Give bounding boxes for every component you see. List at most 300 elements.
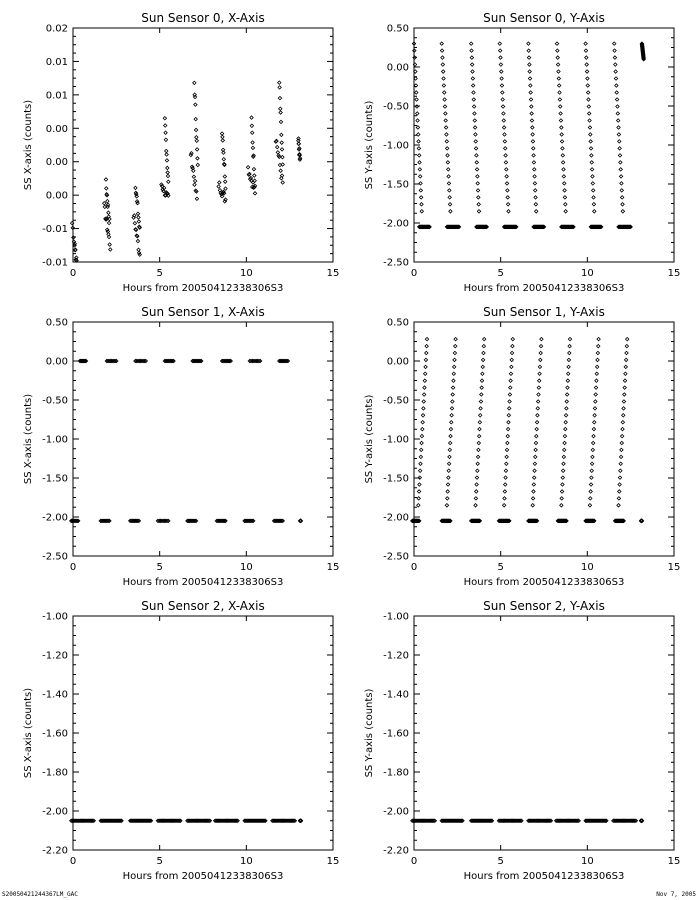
data-point bbox=[561, 476, 564, 479]
data-point bbox=[563, 182, 566, 185]
data-point bbox=[534, 441, 537, 444]
data-point bbox=[505, 175, 508, 178]
data-point bbox=[250, 116, 253, 119]
data-point bbox=[616, 105, 619, 108]
data-point bbox=[590, 476, 593, 479]
data-point bbox=[531, 504, 534, 507]
data-point bbox=[421, 427, 424, 430]
data-point bbox=[222, 158, 225, 161]
data-point bbox=[498, 49, 501, 52]
data-point bbox=[530, 105, 533, 108]
data-point bbox=[595, 365, 598, 368]
data-point bbox=[615, 91, 618, 94]
x-tick-label: 5 bbox=[156, 268, 163, 279]
y-tick-label: -1.00 bbox=[42, 611, 68, 623]
data-point bbox=[617, 126, 620, 129]
data-point bbox=[502, 126, 505, 129]
data-point bbox=[441, 70, 444, 73]
data-point bbox=[597, 344, 600, 347]
data-point bbox=[616, 119, 619, 122]
data-point bbox=[556, 49, 559, 52]
data-point bbox=[471, 70, 474, 73]
data-point bbox=[137, 248, 140, 251]
data-point bbox=[622, 414, 625, 417]
data-point bbox=[509, 372, 512, 375]
data-point bbox=[420, 434, 423, 437]
data-point bbox=[534, 448, 537, 451]
data-point bbox=[529, 84, 532, 87]
data-point bbox=[103, 202, 106, 205]
data-point bbox=[511, 337, 514, 340]
data-point bbox=[507, 407, 510, 410]
data-point bbox=[503, 497, 506, 500]
data-point bbox=[479, 407, 482, 410]
data-point bbox=[588, 126, 591, 129]
data-point bbox=[507, 421, 510, 424]
data-point bbox=[224, 187, 227, 190]
x-tick-label: 5 bbox=[156, 856, 163, 867]
footer-filename: S20050421244367LM_GAC bbox=[2, 891, 78, 898]
data-point bbox=[418, 483, 421, 486]
data-point bbox=[419, 196, 422, 199]
data-point bbox=[567, 365, 570, 368]
data-point bbox=[475, 168, 478, 171]
data-point bbox=[504, 154, 507, 157]
data-point bbox=[165, 149, 168, 152]
data-point bbox=[564, 210, 567, 213]
data-point bbox=[471, 77, 474, 80]
data-point bbox=[470, 63, 473, 66]
data-point bbox=[622, 407, 625, 410]
data-point bbox=[479, 414, 482, 417]
footer-date: Nov 7, 2005 bbox=[656, 891, 696, 898]
data-point bbox=[566, 386, 569, 389]
y-tick-label: 0.02 bbox=[45, 23, 68, 35]
chart-title: Sun Sensor 1, X-Axis bbox=[141, 305, 265, 319]
data-point bbox=[192, 175, 195, 178]
data-point bbox=[620, 196, 623, 199]
data-point bbox=[510, 351, 513, 354]
data-point bbox=[501, 91, 504, 94]
data-point bbox=[445, 504, 448, 507]
data-point bbox=[535, 427, 538, 430]
data-point bbox=[193, 81, 196, 84]
data-point bbox=[618, 490, 621, 493]
y-tick-label: 0.00 bbox=[45, 157, 68, 169]
data-point bbox=[559, 119, 562, 122]
data-point bbox=[511, 344, 514, 347]
x-tick-label: 15 bbox=[667, 268, 681, 279]
data-point bbox=[586, 77, 589, 80]
data-point bbox=[618, 147, 621, 150]
data-point bbox=[475, 476, 478, 479]
data-point bbox=[420, 210, 423, 213]
data-point bbox=[560, 504, 563, 507]
x-tick-label: 5 bbox=[497, 562, 504, 573]
data-point bbox=[444, 126, 447, 129]
data-point bbox=[558, 91, 561, 94]
data-point bbox=[586, 91, 589, 94]
data-point bbox=[279, 120, 282, 123]
y-tick-label: -0.50 bbox=[383, 395, 409, 407]
data-point bbox=[508, 400, 511, 403]
data-point bbox=[105, 187, 108, 190]
data-point bbox=[532, 483, 535, 486]
data-point bbox=[568, 337, 571, 340]
data-point bbox=[417, 504, 420, 507]
data-point bbox=[502, 112, 505, 115]
data-point bbox=[620, 441, 623, 444]
data-point bbox=[195, 139, 198, 142]
data-point bbox=[501, 98, 504, 101]
x-tick-label: 5 bbox=[497, 268, 504, 279]
y-axis-label: SS Y-axis (counts) bbox=[364, 688, 375, 778]
x-tick-label: 0 bbox=[69, 562, 77, 573]
data-point bbox=[562, 455, 565, 458]
data-point bbox=[589, 490, 592, 493]
data-point bbox=[499, 56, 502, 59]
data-point bbox=[559, 105, 562, 108]
data-point bbox=[425, 344, 428, 347]
y-tick-label: -1.00 bbox=[42, 434, 68, 446]
data-point bbox=[503, 490, 506, 493]
data-point bbox=[596, 351, 599, 354]
y-tick-label: -2.00 bbox=[383, 512, 409, 524]
chart-title: Sun Sensor 2, X-Axis bbox=[141, 599, 265, 613]
data-point bbox=[589, 147, 592, 150]
data-point bbox=[417, 133, 420, 136]
data-point bbox=[563, 434, 566, 437]
data-point bbox=[509, 379, 512, 382]
data-point bbox=[137, 216, 140, 219]
y-tick-label: -0.50 bbox=[42, 395, 68, 407]
data-point bbox=[476, 455, 479, 458]
data-point bbox=[441, 56, 444, 59]
y-tick-label: -2.50 bbox=[383, 257, 409, 269]
data-point bbox=[625, 344, 628, 347]
data-point bbox=[508, 393, 511, 396]
data-point bbox=[533, 182, 536, 185]
data-point bbox=[448, 455, 451, 458]
data-point bbox=[136, 212, 139, 215]
data-point bbox=[529, 98, 532, 101]
data-point bbox=[531, 126, 534, 129]
data-point bbox=[509, 386, 512, 389]
data-point bbox=[617, 497, 620, 500]
y-axis-label: SS Y-axis (counts) bbox=[364, 394, 375, 484]
data-point bbox=[534, 189, 537, 192]
data-point bbox=[532, 490, 535, 493]
y-tick-label: -2.50 bbox=[383, 551, 409, 563]
data-point bbox=[585, 70, 588, 73]
data-point bbox=[475, 483, 478, 486]
data-point bbox=[278, 81, 281, 84]
data-point bbox=[532, 161, 535, 164]
data-point bbox=[133, 222, 136, 225]
y-axis-label: SS X-axis (counts) bbox=[23, 687, 34, 779]
data-point bbox=[415, 98, 418, 101]
data-point bbox=[535, 421, 538, 424]
data-point bbox=[617, 504, 620, 507]
data-point bbox=[477, 203, 480, 206]
data-point bbox=[449, 427, 452, 430]
data-point bbox=[615, 98, 618, 101]
data-point bbox=[478, 421, 481, 424]
data-point bbox=[450, 414, 453, 417]
data-point bbox=[416, 112, 419, 115]
data-point bbox=[476, 462, 479, 465]
y-tick-label: -2.00 bbox=[383, 806, 409, 818]
data-point bbox=[164, 131, 167, 134]
data-point bbox=[619, 168, 622, 171]
data-point bbox=[470, 49, 473, 52]
data-point bbox=[588, 504, 591, 507]
data-point bbox=[425, 351, 428, 354]
data-point bbox=[556, 63, 559, 66]
data-point bbox=[442, 84, 445, 87]
data-point bbox=[134, 186, 137, 189]
data-point bbox=[474, 504, 477, 507]
data-point bbox=[592, 427, 595, 430]
data-point bbox=[424, 365, 427, 368]
data-point bbox=[502, 119, 505, 122]
data-point bbox=[620, 448, 623, 451]
data-point bbox=[447, 168, 450, 171]
x-tick-label: 5 bbox=[156, 562, 163, 573]
data-point bbox=[505, 168, 508, 171]
data-point bbox=[480, 386, 483, 389]
data-point bbox=[563, 196, 566, 199]
data-point bbox=[584, 42, 587, 45]
x-tick-label: 10 bbox=[239, 856, 253, 867]
y-tick-label: 0.00 bbox=[45, 123, 68, 135]
data-point bbox=[452, 365, 455, 368]
data-point bbox=[623, 386, 626, 389]
data-point bbox=[471, 84, 474, 87]
x-axis-label: Hours from 20050412338306S3 bbox=[463, 283, 625, 294]
data-point bbox=[621, 421, 624, 424]
data-point bbox=[109, 248, 112, 251]
data-point bbox=[534, 196, 537, 199]
data-point bbox=[505, 462, 508, 465]
data-point bbox=[568, 351, 571, 354]
data-point bbox=[594, 400, 597, 403]
data-point bbox=[504, 147, 507, 150]
data-point bbox=[443, 98, 446, 101]
data-point bbox=[562, 168, 565, 171]
data-point bbox=[505, 448, 508, 451]
data-point bbox=[595, 379, 598, 382]
data-point bbox=[107, 211, 110, 214]
data-point bbox=[451, 393, 454, 396]
data-point bbox=[505, 455, 508, 458]
data-point bbox=[621, 427, 624, 430]
data-point bbox=[592, 203, 595, 206]
data-point bbox=[472, 98, 475, 101]
y-tick-label: -0.01 bbox=[42, 257, 68, 269]
data-point bbox=[454, 337, 457, 340]
data-point bbox=[618, 476, 621, 479]
y-tick-label: -1.20 bbox=[42, 650, 68, 662]
data-point bbox=[506, 434, 509, 437]
data-point bbox=[165, 159, 168, 162]
x-tick-label: 10 bbox=[239, 562, 253, 573]
data-point bbox=[165, 153, 168, 156]
data-point bbox=[623, 379, 626, 382]
data-point bbox=[594, 386, 597, 389]
data-point bbox=[536, 414, 539, 417]
data-point bbox=[563, 441, 566, 444]
x-tick-label: 15 bbox=[326, 268, 340, 279]
data-point bbox=[447, 175, 450, 178]
data-point bbox=[500, 70, 503, 73]
data-point bbox=[621, 203, 624, 206]
data-point bbox=[476, 469, 479, 472]
data-point bbox=[195, 148, 198, 151]
data-point bbox=[441, 63, 444, 66]
data-point bbox=[504, 469, 507, 472]
data-point bbox=[561, 483, 564, 486]
data-point bbox=[447, 469, 450, 472]
data-point bbox=[222, 151, 225, 154]
data-point bbox=[450, 407, 453, 410]
data-point bbox=[557, 84, 560, 87]
data-point bbox=[530, 112, 533, 115]
data-point bbox=[440, 42, 443, 45]
data-point bbox=[279, 107, 282, 110]
data-point bbox=[450, 421, 453, 424]
data-point bbox=[507, 210, 510, 213]
data-point bbox=[481, 372, 484, 375]
data-point bbox=[591, 455, 594, 458]
data-point bbox=[418, 168, 421, 171]
data-point bbox=[473, 119, 476, 122]
y-tick-label: -2.50 bbox=[42, 551, 68, 563]
data-point bbox=[510, 365, 513, 368]
data-point bbox=[588, 119, 591, 122]
data-point bbox=[616, 112, 619, 115]
data-point bbox=[619, 175, 622, 178]
y-tick-label: -1.40 bbox=[42, 689, 68, 701]
data-point bbox=[449, 434, 452, 437]
data-point bbox=[474, 497, 477, 500]
data-point bbox=[590, 154, 593, 157]
data-point bbox=[593, 210, 596, 213]
data-point bbox=[589, 140, 592, 143]
data-point bbox=[417, 490, 420, 493]
data-point bbox=[593, 407, 596, 410]
data-point bbox=[536, 407, 539, 410]
data-point bbox=[451, 386, 454, 389]
y-tick-label: 0.00 bbox=[45, 190, 68, 202]
data-point bbox=[251, 131, 254, 134]
data-point bbox=[280, 133, 283, 136]
y-tick-label: -1.50 bbox=[42, 473, 68, 485]
data-point bbox=[442, 77, 445, 80]
data-point bbox=[539, 344, 542, 347]
data-point bbox=[476, 182, 479, 185]
data-point bbox=[446, 490, 449, 493]
data-point bbox=[560, 140, 563, 143]
data-point bbox=[504, 161, 507, 164]
data-point bbox=[528, 70, 531, 73]
data-point bbox=[506, 196, 509, 199]
data-point bbox=[475, 490, 478, 493]
data-point bbox=[246, 166, 249, 169]
chart-title: Sun Sensor 2, Y-Axis bbox=[483, 599, 605, 613]
data-point bbox=[619, 161, 622, 164]
data-point bbox=[617, 133, 620, 136]
data-point bbox=[626, 337, 629, 340]
data-point bbox=[253, 192, 256, 195]
data-point bbox=[585, 63, 588, 66]
data-point bbox=[584, 49, 587, 52]
x-tick-label: 0 bbox=[410, 562, 418, 573]
data-point bbox=[561, 154, 564, 157]
data-point bbox=[594, 393, 597, 396]
data-point bbox=[597, 337, 600, 340]
data-point bbox=[445, 140, 448, 143]
data-point bbox=[474, 140, 477, 143]
data-point bbox=[449, 210, 452, 213]
data-point bbox=[500, 84, 503, 87]
y-tick-label: -1.80 bbox=[42, 767, 68, 779]
y-tick-label: -1.50 bbox=[383, 179, 409, 191]
data-point bbox=[618, 140, 621, 143]
data-point bbox=[446, 497, 449, 500]
data-point bbox=[562, 462, 565, 465]
data-point bbox=[196, 157, 199, 160]
data-point bbox=[422, 407, 425, 410]
data-point bbox=[479, 400, 482, 403]
data-point bbox=[590, 462, 593, 465]
data-point bbox=[504, 476, 507, 479]
data-point bbox=[561, 469, 564, 472]
data-point bbox=[506, 203, 509, 206]
data-point bbox=[281, 181, 284, 184]
data-point bbox=[618, 483, 621, 486]
data-point bbox=[444, 119, 447, 122]
data-point bbox=[251, 141, 254, 144]
data-point bbox=[440, 49, 443, 52]
data-point bbox=[533, 175, 536, 178]
data-point bbox=[621, 210, 624, 213]
y-tick-label: 0.00 bbox=[386, 356, 409, 368]
y-tick-label: 0.00 bbox=[386, 62, 409, 74]
x-tick-label: 15 bbox=[326, 856, 340, 867]
y-tick-label: 0.50 bbox=[386, 23, 409, 35]
y-tick-label: -1.80 bbox=[383, 767, 409, 779]
y-tick-label: -2.00 bbox=[383, 218, 409, 230]
data-point bbox=[195, 136, 198, 139]
data-point bbox=[415, 91, 418, 94]
data-point bbox=[591, 189, 594, 192]
x-tick-label: 0 bbox=[69, 856, 77, 867]
data-point bbox=[591, 441, 594, 444]
x-axis-label: Hours from 20050412338306S3 bbox=[463, 577, 625, 588]
data-point bbox=[503, 133, 506, 136]
data-point bbox=[593, 421, 596, 424]
data-point bbox=[619, 455, 622, 458]
data-point bbox=[193, 179, 196, 182]
data-point bbox=[445, 147, 448, 150]
data-point bbox=[529, 91, 532, 94]
y-tick-label: 0.00 bbox=[45, 356, 68, 368]
data-point bbox=[166, 166, 169, 169]
data-point bbox=[278, 86, 281, 89]
data-point bbox=[424, 358, 427, 361]
data-point bbox=[585, 56, 588, 59]
